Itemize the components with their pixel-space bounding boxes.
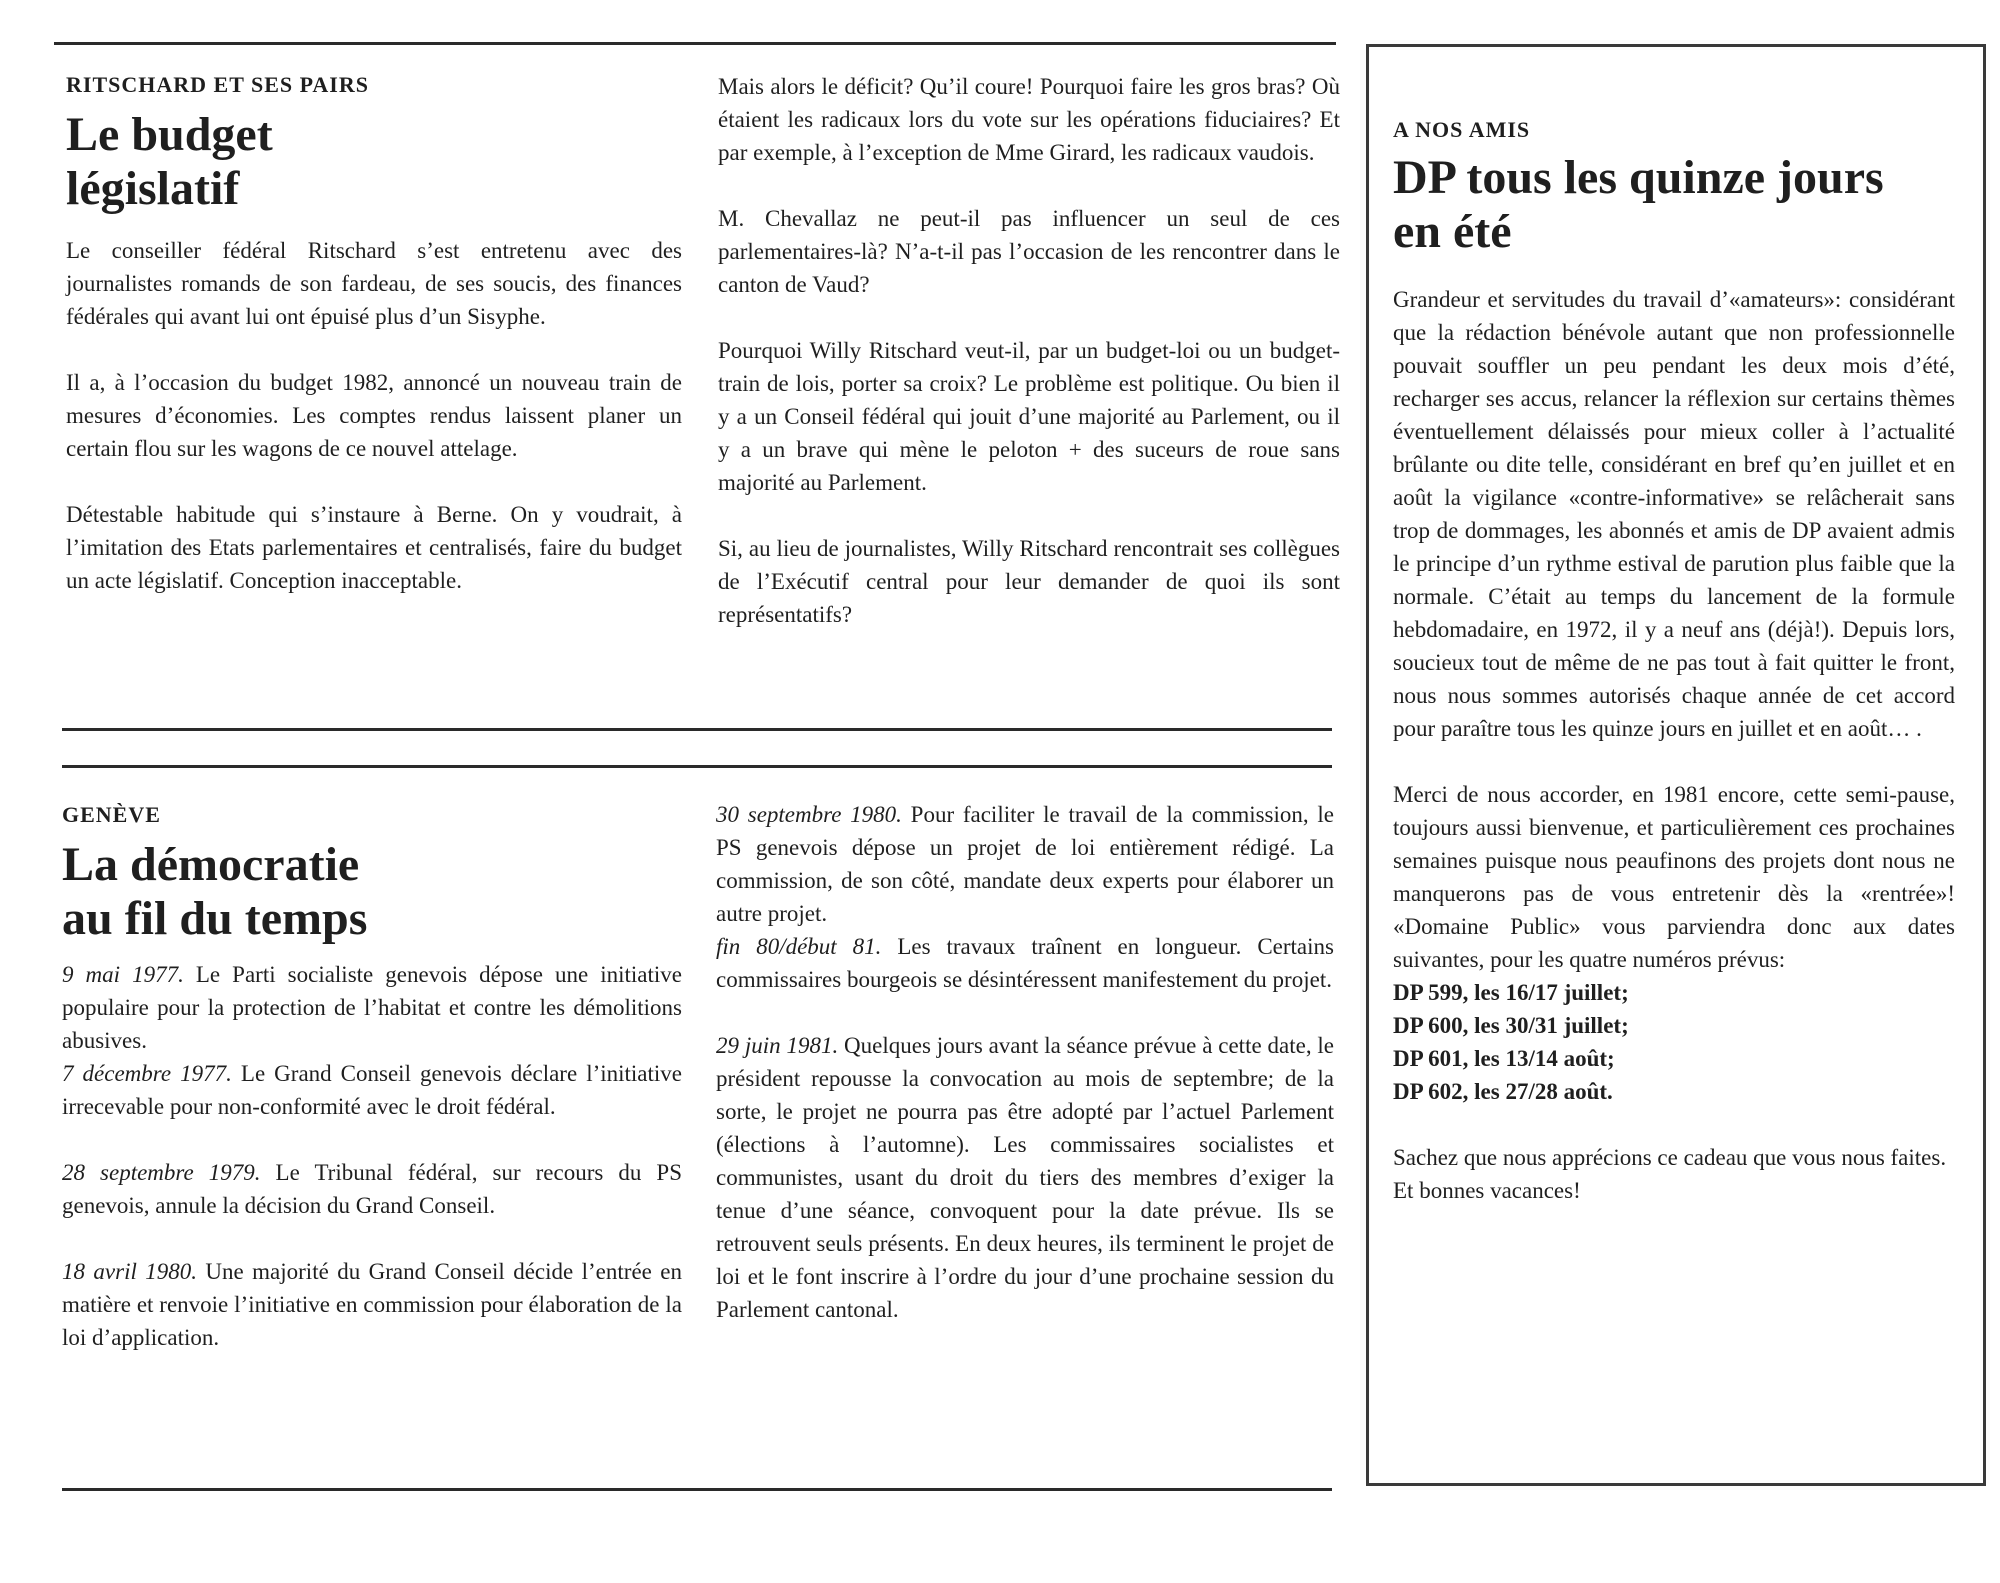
issue-date: DP 601, les 13/14 août; bbox=[1393, 1046, 1615, 1072]
article1-col2 bbox=[718, 70, 1340, 631]
timeline-entry bbox=[62, 1057, 682, 1123]
entry-date: 7 décembre 1977. bbox=[62, 1061, 232, 1087]
top-rule bbox=[54, 42, 1336, 45]
mid-rule-2 bbox=[62, 765, 1332, 768]
paragraph: Mais alors le déficit? Qu’il coure! Pourquoi faire les gros bras? Où étaient les radicaux lors du vote sur les opérations fiduciaires? Et par exemple, à l’exception de Mme Girard, les radicaux vaudois. bbox=[718, 74, 1340, 165]
article1-kicker: RITSCHARD ET SES PAIRS bbox=[66, 72, 369, 97]
paragraph: Grandeur et servitudes du travail d’«amateurs»: considérant que la rédaction bénévole autant que non professionnelle pouvait souffler un peu pendant les deux mois d’été, recharger ses accus, relancer la réflexion sur certains thèmes éventuellement délaissés pour mieux coller à l’actualité brûlante ou dite telle, considérant en bref qu’en juillet et en août la vigilance «contre-informative» se relâcherait sans trop de dommages, les abonnés et amis de DP avaient admis le principe d’un rythme estival de parution plus faible que la normale. C’était au temps du lancement de la formule hebdomadaire, en 1972, il y a neuf ans (déjà!). Depuis lors, soucieux tout de même de ne pas tout à fait quitter le front, nous nous sommes autorisés chaque année de cet accord pour paraître tous les quinze jours en juillet et en août… . bbox=[1393, 287, 1955, 742]
article2-col2 bbox=[716, 798, 1334, 1326]
article3-title-line2: en été bbox=[1393, 205, 1512, 259]
issue-date: DP 602, les 27/28 août. bbox=[1393, 1079, 1613, 1105]
entry-date: 30 septembre 1980. bbox=[716, 802, 902, 827]
issue-date: DP 599, les 16/17 juillet; bbox=[1393, 980, 1629, 1006]
article1-col1 bbox=[66, 72, 682, 597]
issue-date: DP 600, les 30/31 juillet; bbox=[1393, 1013, 1629, 1039]
article3-title bbox=[1393, 151, 1955, 259]
entry-text: Une majorité du Grand Conseil décide l’entrée en matière et renvoie l’initiative en commission pour élaboration de la loi d’application. bbox=[62, 1259, 682, 1351]
article1-title bbox=[66, 108, 682, 216]
article3-box bbox=[1366, 44, 1986, 1486]
article2-title bbox=[62, 838, 682, 946]
entry-text: Le Parti socialiste genevois dépose une initiative populaire pour la protection de l’habitat et contre les démolitions abusives. bbox=[62, 962, 682, 1054]
entry-date: 28 septembre 1979. bbox=[62, 1160, 261, 1186]
entry-date: 9 mai 1977. bbox=[62, 962, 184, 988]
article2-kicker: GENÈVE bbox=[62, 802, 161, 827]
paragraph: Merci de nous accorder, en 1981 encore, cette semi-pause, toujours aussi bienvenue, et particulièrement ces prochaines semaines puisque nous peaufinons des projets dont nous ne manquerons pas de vous entretenir dès la «rentrée»! «Domaine Public» vous parviendra donc aux dates suivantes, pour les quatre numéros prévus: bbox=[1393, 782, 1955, 973]
timeline-entry bbox=[62, 1255, 682, 1354]
timeline-entry bbox=[62, 958, 682, 1057]
article3-content bbox=[1393, 117, 1955, 1207]
paragraph: M. Chevallaz ne peut-il pas influencer un seul de ces parlementaires-là? N’a-t-il pas l’occasion de les rencontrer dans le canton de Vaud? bbox=[718, 206, 1340, 297]
article1-title-line1: Le budget bbox=[66, 108, 273, 162]
entry-text: Les travaux traînent en longueur. Certains commissaires bourgeois se désintéressent manifestement du projet. bbox=[716, 934, 1334, 992]
article1-title-line2: législatif bbox=[66, 162, 240, 216]
article2-title-line2: au fil du temps bbox=[62, 892, 368, 946]
paragraph: Le conseiller fédéral Ritschard s’est entretenu avec des journalistes romands de son fardeau, de ses soucis, des finances fédérales qui avant lui ont épuisé plus d’un Sisyphe. bbox=[66, 238, 682, 330]
closing-line: Sachez que nous apprécions ce cadeau que vous nous faites. bbox=[1393, 1145, 1947, 1171]
article3-title-line1: DP tous les quinze jours bbox=[1393, 151, 1884, 205]
issue-list bbox=[1393, 976, 1955, 1108]
timeline-entry bbox=[716, 798, 1334, 930]
entry-date: 18 avril 1980. bbox=[62, 1259, 198, 1285]
entry-text: Le Grand Conseil genevois déclare l’initiative irrecevable pour non-conformité avec le droit fédéral. bbox=[62, 1061, 682, 1120]
paragraph: Si, au lieu de journalistes, Willy Ritschard rencontrait ses collègues de l’Exécutif central pour leur demander de quoi ils sont représentatifs? bbox=[718, 536, 1340, 627]
timeline-entry bbox=[716, 1029, 1334, 1326]
timeline-entry bbox=[62, 1156, 682, 1222]
paragraph: Pourquoi Willy Ritschard veut-il, par un budget-loi ou un budget-train de lois, porter sa croix? Le problème est politique. Ou bien il y a un Conseil fédéral qui jouit d’une majorité au Parlement, ou il y a un brave qui mène le peloton + des suceurs de roue sans majorité au Parlement. bbox=[718, 338, 1340, 495]
paragraph: Il a, à l’occasion du budget 1982, annoncé un nouveau train de mesures d’économies. Les comptes rendus laissent planer un certain flou sur les wagons de ce nouvel attelage. bbox=[66, 370, 682, 462]
mid-rule-1 bbox=[62, 728, 1332, 731]
entry-text: Quelques jours avant la séance prévue à cette date, le président repousse la convocation au mois de septembre; de la sorte, le projet ne pourra pas être adopté par l’actuel Parlement (élections à l’automne). Les commissaires socialistes et communistes, usant du droit du tiers des membres d’exiger la tenue d’une séance, convoquent pour la date prévue. Ils se retrouvent seuls présents. En deux heures, ils terminent le projet de loi et le font inscrire à l’ordre du jour d’une prochaine session du Parlement cantonal. bbox=[716, 1033, 1335, 1322]
entry-text: Le Tribunal fédéral, sur recours du PS genevois, annule la décision du Grand Conseil. bbox=[62, 1160, 682, 1219]
closing-line: Et bonnes vacances! bbox=[1393, 1178, 1581, 1204]
entry-text: Pour faciliter le travail de la commission, le PS genevois dépose un projet de loi entièrement rédigé. La commission, de son côté, mandate deux experts pour élaborer un autre projet. bbox=[716, 802, 1334, 926]
article2-title-line1: La démocratie bbox=[62, 838, 360, 892]
paragraph: Détestable habitude qui s’instaure à Berne. On y voudrait, à l’imitation des Etats parlementaires et centralisés, faire du budget un acte législatif. Conception inacceptable. bbox=[66, 502, 682, 594]
article2-col1 bbox=[62, 802, 682, 1354]
bottom-rule bbox=[62, 1488, 1332, 1491]
entry-date: 29 juin 1981. bbox=[716, 1033, 839, 1058]
article3-kicker: A NOS AMIS bbox=[1393, 117, 1531, 142]
timeline-entry bbox=[716, 930, 1334, 996]
entry-date: fin 80/début 81. bbox=[716, 934, 882, 959]
